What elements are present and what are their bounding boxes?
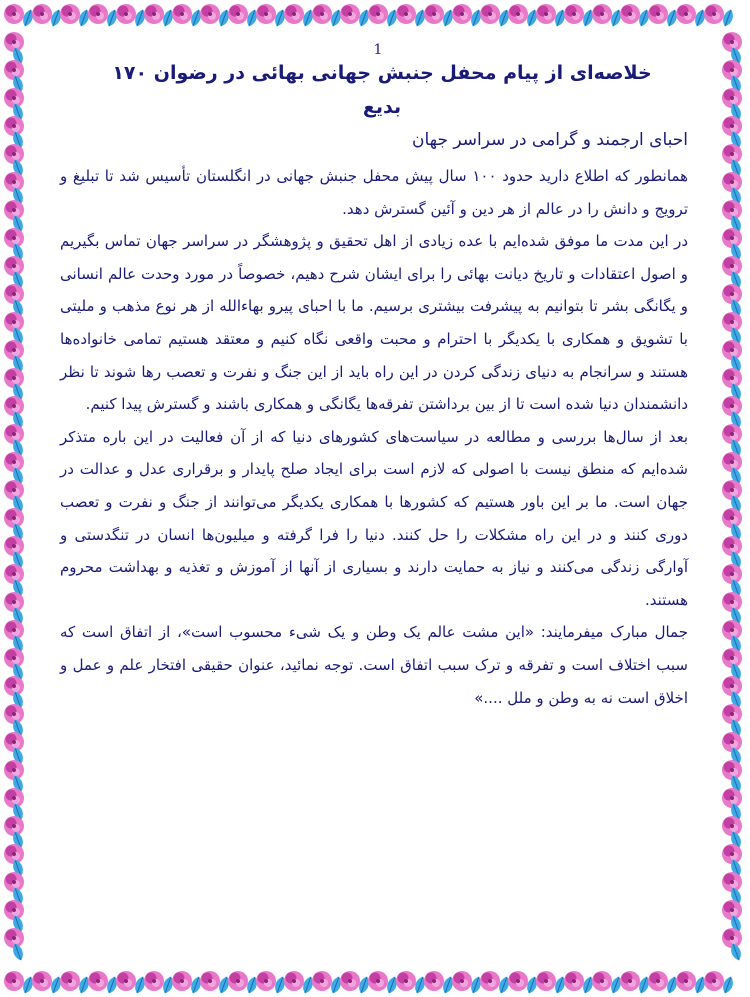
- border-flower: [592, 971, 623, 995]
- paragraph: در این مدت ما موفق شده‌ایم با عده زیادی از اهل تحقیق و پژوهشگر در سراسر جهان تماس بگیریم و اصول اعتقادات و تاریخ دیانت بهائی را برای ایشان شرح دهیم، خصوصاً در مورد وحدت عالم انسانی و یگانگی بشر تا بتوانیم به پیشرفت بیشتری برسیم. ما با احبای پیرو بهاءالله از هر نوع مذهب و ملیتی با تشویق و همکاری با یکدیگر با احترام و محبت واقعی نگاه کنیم و معتقد هستیم تمامی خانواده‌ها هستند و سرانجام به دنیای زندگی کردن در این راه باید از این جنگ و نفرت و تعصب رها شوند تا نظر دانشمندان دنیا شده است تا از بین برداشتن تفرقه‌ها یگانگی و همکاری باشند و گسترش پیدا کنیم.: [60, 232, 688, 414]
- border-flower: [32, 4, 63, 28]
- border-flower: [592, 4, 623, 28]
- border-flower: [116, 971, 147, 995]
- border-flower: [340, 971, 371, 995]
- border-flower: [312, 971, 343, 995]
- border-flower: [536, 4, 567, 28]
- border-flower: [284, 971, 315, 995]
- paragraph: جمال مبارک میفرمایند: «این مشت عالم یک وطن و یک شیء محسوب است»، از اتفاق است که سبب اختلاف است و تفرقه و ترک سبب اتفاق است. توجه نمائید، عنوان حقیقی افتخار علم و عمل و اخلاق است نه به وطن و ملل ....»: [60, 623, 688, 707]
- border-flower: [172, 4, 203, 28]
- border-flower: [536, 971, 567, 995]
- border-flower: [368, 4, 399, 28]
- letter-sheet: [42, 38, 708, 958]
- border-flower: [144, 971, 175, 995]
- border-flower: [508, 971, 539, 995]
- border-flower: [396, 4, 427, 28]
- border-flower: [200, 4, 231, 28]
- border-flower: [676, 971, 707, 995]
- border-flower: [116, 4, 147, 28]
- border-flower: [144, 4, 175, 28]
- salutation: احبای ارجمند و گرامی در سراسر جهان: [411, 130, 688, 150]
- border-flower: [4, 971, 35, 995]
- border-flower: [648, 971, 679, 995]
- border-flower: [480, 4, 511, 28]
- border-flower: [256, 4, 287, 28]
- border-flower: [648, 4, 679, 28]
- border-flower: [200, 971, 231, 995]
- border-flower: [256, 971, 287, 995]
- border-flower: [340, 4, 371, 28]
- border-flower: [228, 971, 259, 995]
- border-flower: [4, 928, 25, 962]
- page-number: 1: [373, 42, 383, 58]
- border-flower: [424, 971, 455, 995]
- border-flower: [368, 971, 399, 995]
- border-flower: [88, 971, 119, 995]
- border-flower: [172, 971, 203, 995]
- letter-body: [60, 160, 688, 714]
- border-flower: [88, 4, 119, 28]
- paragraph: بعد از سال‌ها بررسی و مطالعه در سیاست‌های کشورهای دنیا که از آن فعالیت در این باره متذکر شده‌ایم که منطق نیست با اصولی که لازم است برای ایجاد صلح پایدار و برقراری عدل و عدالت در جهان است. ما بر این باور هستیم که کشورها با همکاری یکدیگر می‌توانند از جنگ و نفرت و تعصب دوری کنند و در این راه مشکلات را حل کنند. دنیا را فرا گرفته و میلیون‌ها انسان در تنگدستی و آوارگی زندگی می‌کنند و نیاز به حمایت دارند و بسیاری از آنها از آموزش و تغذیه و بهداشت محروم هستند.: [60, 427, 688, 609]
- border-flower: [32, 971, 63, 995]
- border-flower: [564, 4, 595, 28]
- border-flower: [704, 971, 735, 995]
- border-flower: [508, 4, 539, 28]
- border-flower: [228, 4, 259, 28]
- border-flower: [704, 4, 735, 28]
- paragraph: همانطور که اطلاع دارید حدود ۱۰۰ سال پیش محفل جنبش جهانی در انگلستان تأسیس شد تا تبلیغ و ترویج و دانش را در عالم از هر دین و آئین گسترش دهد.: [60, 167, 688, 218]
- border-flower: [312, 4, 343, 28]
- border-flower: [620, 4, 651, 28]
- border-flower: [284, 4, 315, 28]
- border-flower: [424, 4, 455, 28]
- border-flower: [4, 4, 35, 28]
- border-flower: [452, 4, 483, 28]
- border-flower: [620, 971, 651, 995]
- border-flower: [564, 971, 595, 995]
- document-title: خلاصه‌ای از پیام محفل جنبش جهانی بهائی در رضوان ۱۷۰ بدیع: [112, 62, 652, 118]
- border-flower: [722, 928, 743, 962]
- border-flower: [396, 971, 427, 995]
- border-flower: [676, 4, 707, 28]
- border-flower: [60, 4, 91, 28]
- border-flower: [60, 971, 91, 995]
- border-flower: [480, 971, 511, 995]
- border-flower: [452, 971, 483, 995]
